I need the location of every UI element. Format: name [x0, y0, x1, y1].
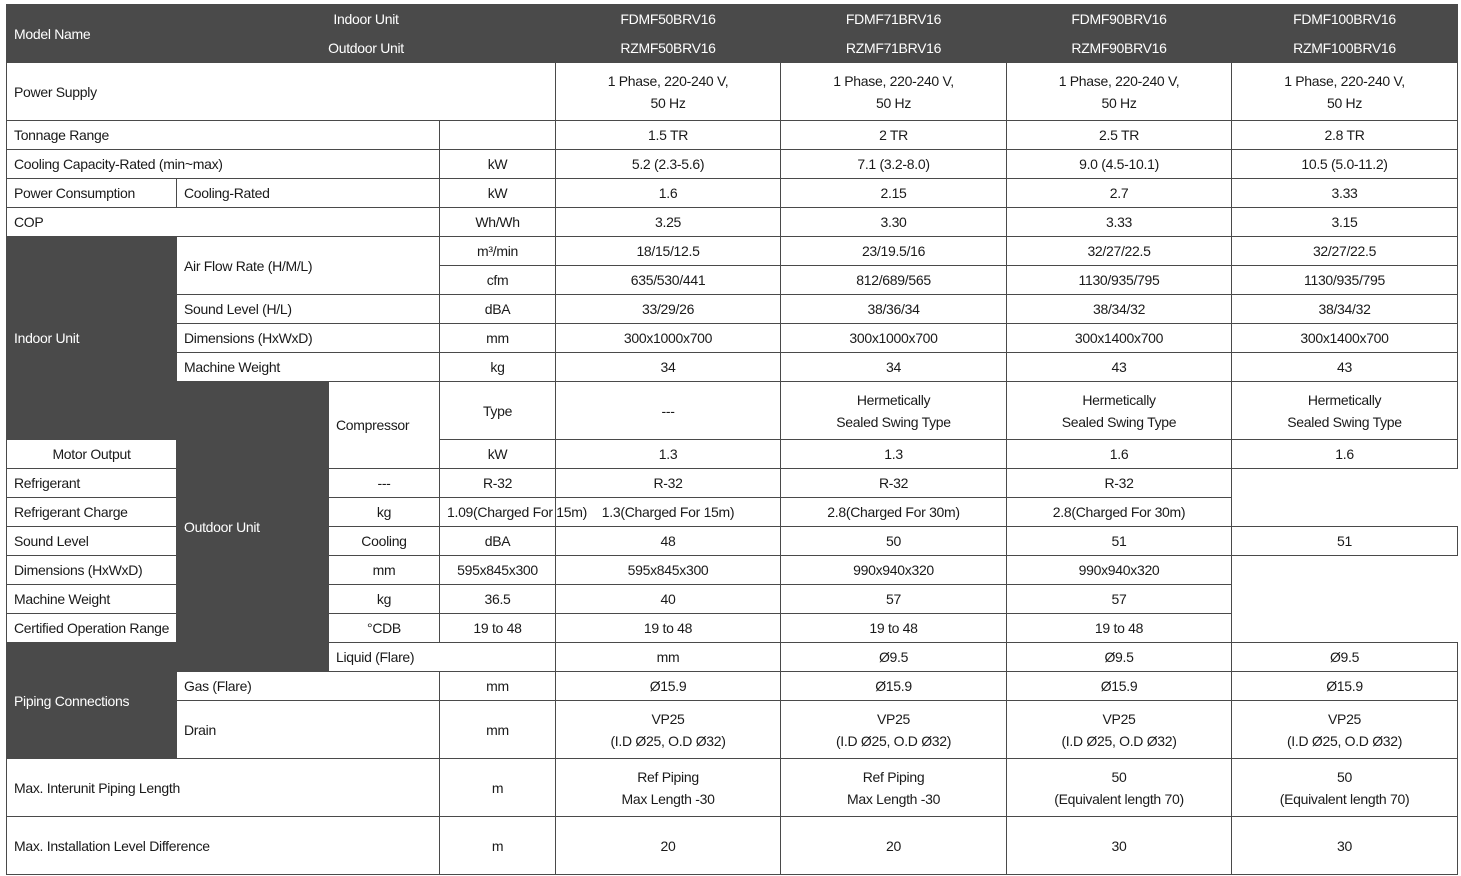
power-consumption-sub: Cooling-Rated: [177, 179, 440, 208]
operation-range-value: 19 to 48: [440, 614, 556, 643]
tonnage-value: 2 TR: [781, 121, 1007, 150]
indoor-model: FDMF50BRV16: [556, 5, 781, 34]
gas-value: Ø15.9: [1007, 672, 1232, 701]
cop-unit: Wh/Wh: [440, 208, 556, 237]
indoor-weight-value: 43: [1007, 353, 1232, 382]
refrigerant-charge-unit: kg: [329, 498, 440, 527]
max-level-unit: m: [440, 817, 556, 875]
max-level-value: 30: [1007, 817, 1232, 875]
outdoor-dimensions-value: 595x845x300: [440, 556, 556, 585]
row-tonnage: [7, 121, 1458, 150]
indoor-weight-label: Machine Weight: [177, 353, 440, 382]
indoor-weight-value: 34: [781, 353, 1007, 382]
max-interunit-value: 50 (Equivalent length 70): [1232, 759, 1458, 817]
liquid-unit: mm: [556, 643, 781, 672]
outdoor-dimensions-value: 990x940x320: [781, 556, 1007, 585]
outdoor-model: RZMF71BRV16: [781, 34, 1007, 63]
tonnage-value: 1.5 TR: [556, 121, 781, 150]
air-flow-cfm-value: 812/689/565: [781, 266, 1007, 295]
outdoor-model: RZMF50BRV16: [556, 34, 781, 63]
indoor-model: FDMF100BRV16: [1232, 5, 1458, 34]
refrigerant-unit: ---: [329, 469, 440, 498]
air-flow-label: Air Flow Rate (H/M/L): [177, 237, 440, 295]
outdoor-weight-value: 57: [781, 585, 1007, 614]
max-level-value: 30: [1232, 817, 1458, 875]
outdoor-dimensions-value: 595x845x300: [556, 556, 781, 585]
outdoor-sound-label: Sound Level: [7, 527, 177, 556]
row-refrigerant: [7, 469, 1458, 498]
model-name-label: Model Name: [7, 5, 177, 63]
row-indoor-sound: [7, 295, 1458, 324]
indoor-sound-value: 33/29/26: [556, 295, 781, 324]
drain-value: VP25 (I.D Ø25, O.D Ø32): [556, 701, 781, 759]
row-max-level: [7, 817, 1458, 875]
gas-value: Ø15.9: [781, 672, 1007, 701]
outdoor-dimensions-unit: mm: [329, 556, 440, 585]
motor-output-value: 1.6: [1232, 440, 1458, 469]
row-cop: [7, 208, 1458, 237]
header-row-outdoor: [7, 34, 1458, 63]
outdoor-weight-value: 40: [556, 585, 781, 614]
liquid-value: Ø9.5: [781, 643, 1007, 672]
air-flow-cfm-value: 1130/935/795: [1232, 266, 1458, 295]
motor-output-label: Motor Output: [7, 440, 177, 469]
cooling-capacity-label: Cooling Capacity-Rated (min~max): [7, 150, 440, 179]
operation-range-label: Certified Operation Range: [7, 614, 329, 643]
refrigerant-label: Refrigerant: [7, 469, 329, 498]
outdoor-sound-value: 51: [1232, 527, 1458, 556]
liquid-label: Liquid (Flare): [329, 643, 556, 672]
tonnage-unit: [440, 121, 556, 150]
max-level-value: 20: [781, 817, 1007, 875]
refrigerant-value: R-32: [781, 469, 1007, 498]
row-outdoor-dimensions: [7, 556, 1458, 585]
power-consumption-unit: kW: [440, 179, 556, 208]
max-interunit-value: Ref Piping Max Length -30: [556, 759, 781, 817]
indoor-sound-value: 38/34/32: [1232, 295, 1458, 324]
outdoor-dimensions-value: 990x940x320: [1007, 556, 1232, 585]
indoor-sound-value: 38/36/34: [781, 295, 1007, 324]
outdoor-sound-unit: dBA: [440, 527, 556, 556]
indoor-sound-unit: dBA: [440, 295, 556, 324]
power-consumption-value: 2.7: [1007, 179, 1232, 208]
power-consumption-label: Power Consumption: [7, 179, 177, 208]
air-flow-unit-cfm: cfm: [440, 266, 556, 295]
outdoor-sound-sub: Cooling: [329, 527, 440, 556]
row-piping-gas: [7, 672, 1458, 701]
cooling-capacity-value: 7.1 (3.2-8.0): [781, 150, 1007, 179]
gas-unit: mm: [440, 672, 556, 701]
cop-value: 3.25: [556, 208, 781, 237]
max-interunit-value: 50 (Equivalent length 70): [1007, 759, 1232, 817]
air-flow-value: 32/27/22.5: [1007, 237, 1232, 266]
spec-table: [6, 4, 1458, 875]
outdoor-weight-value: 36.5: [440, 585, 556, 614]
indoor-dimensions-unit: mm: [440, 324, 556, 353]
gas-value: Ø15.9: [1232, 672, 1458, 701]
tonnage-value: 2.5 TR: [1007, 121, 1232, 150]
max-level-value: 20: [556, 817, 781, 875]
outdoor-weight-value: 57: [1007, 585, 1232, 614]
refrigerant-charge-value: 2.8(Charged For 30m): [781, 498, 1007, 527]
air-flow-cfm-value: 1130/935/795: [1007, 266, 1232, 295]
outdoor-dimensions-label: Dimensions (HxWxD): [7, 556, 329, 585]
indoor-model: FDMF90BRV16: [1007, 5, 1232, 34]
indoor-dimensions-value: 300x1400x700: [1007, 324, 1232, 353]
refrigerant-value: R-32: [556, 469, 781, 498]
motor-output-unit: kW: [440, 440, 556, 469]
indoor-dimensions-label: Dimensions (HxWxD): [177, 324, 440, 353]
liquid-value: Ø9.5: [1007, 643, 1232, 672]
indoor-unit-group-label: Indoor Unit: [7, 237, 177, 440]
refrigerant-charge-value: 2.8(Charged For 30m): [1007, 498, 1232, 527]
tonnage-value: 2.8 TR: [1232, 121, 1458, 150]
max-interunit-label: Max. Interunit Piping Length: [7, 759, 440, 817]
indoor-unit-header: Indoor Unit: [177, 5, 556, 34]
max-level-label: Max. Installation Level Difference: [7, 817, 440, 875]
row-air-flow-m3: [7, 237, 1458, 266]
outdoor-weight-label: Machine Weight: [7, 585, 329, 614]
cooling-capacity-value: 10.5 (5.0-11.2): [1232, 150, 1458, 179]
power-supply-value: 1 Phase, 220-240 V, 50 Hz: [1232, 63, 1458, 121]
tonnage-label: Tonnage Range: [7, 121, 440, 150]
outdoor-unit-header: Outdoor Unit: [177, 34, 556, 63]
outdoor-model: RZMF90BRV16: [1007, 34, 1232, 63]
cop-value: 3.30: [781, 208, 1007, 237]
air-flow-unit-m3: m³/min: [440, 237, 556, 266]
cop-value: 3.15: [1232, 208, 1458, 237]
row-operation-range: [7, 614, 1458, 643]
max-interunit-unit: m: [440, 759, 556, 817]
outdoor-sound-value: 48: [556, 527, 781, 556]
refrigerant-value: R-32: [1007, 469, 1232, 498]
power-supply-label: Power Supply: [7, 63, 556, 121]
drain-value: VP25 (I.D Ø25, O.D Ø32): [1007, 701, 1232, 759]
liquid-value: Ø9.5: [1232, 643, 1458, 672]
max-interunit-value: Ref Piping Max Length -30: [781, 759, 1007, 817]
cop-label: COP: [7, 208, 440, 237]
outdoor-sound-value: 51: [1007, 527, 1232, 556]
motor-output-value: 1.6: [1007, 440, 1232, 469]
row-power-supply: [7, 63, 1458, 121]
outdoor-weight-unit: kg: [329, 585, 440, 614]
indoor-model: FDMF71BRV16: [781, 5, 1007, 34]
motor-output-value: 1.3: [556, 440, 781, 469]
header-row-indoor: [7, 5, 1458, 34]
compressor-type-value: Hermetically Sealed Swing Type: [781, 382, 1007, 440]
air-flow-value: 18/15/12.5: [556, 237, 781, 266]
indoor-sound-value: 38/34/32: [1007, 295, 1232, 324]
cooling-capacity-value: 9.0 (4.5-10.1): [1007, 150, 1232, 179]
power-supply-value: 1 Phase, 220-240 V, 50 Hz: [1007, 63, 1232, 121]
refrigerant-value: R-32: [440, 469, 556, 498]
cooling-capacity-unit: kW: [440, 150, 556, 179]
row-compressor-type: [7, 382, 1458, 440]
gas-value: Ø15.9: [556, 672, 781, 701]
row-piping-drain: [7, 701, 1458, 759]
outdoor-unit-group-label: Outdoor Unit: [177, 382, 329, 672]
indoor-sound-label: Sound Level (H/L): [177, 295, 440, 324]
compressor-type-unit: ---: [556, 382, 781, 440]
row-power-consumption: [7, 179, 1458, 208]
motor-output-value: 1.3: [781, 440, 1007, 469]
power-consumption-value: 1.6: [556, 179, 781, 208]
indoor-dimensions-value: 300x1400x700: [1232, 324, 1458, 353]
air-flow-value: 23/19.5/16: [781, 237, 1007, 266]
power-consumption-value: 2.15: [781, 179, 1007, 208]
power-supply-value: 1 Phase, 220-240 V, 50 Hz: [556, 63, 781, 121]
row-indoor-dimensions: [7, 324, 1458, 353]
air-flow-cfm-value: 635/530/441: [556, 266, 781, 295]
outdoor-model: RZMF100BRV16: [1232, 34, 1458, 63]
row-indoor-weight: [7, 353, 1458, 382]
indoor-dimensions-value: 300x1000x700: [556, 324, 781, 353]
drain-value: VP25 (I.D Ø25, O.D Ø32): [781, 701, 1007, 759]
cop-value: 3.33: [1007, 208, 1232, 237]
drain-label: Drain: [177, 701, 440, 759]
compressor-type-value: Hermetically Sealed Swing Type: [1007, 382, 1232, 440]
power-consumption-value: 3.33: [1232, 179, 1458, 208]
power-supply-value: 1 Phase, 220-240 V, 50 Hz: [781, 63, 1007, 121]
compressor-type-value: Hermetically Sealed Swing Type: [1232, 382, 1458, 440]
piping-group-label: Piping Connections: [7, 643, 177, 759]
refrigerant-charge-label: Refrigerant Charge: [7, 498, 329, 527]
drain-value: VP25 (I.D Ø25, O.D Ø32): [1232, 701, 1458, 759]
row-max-interunit: [7, 759, 1458, 817]
compressor-label: Compressor: [329, 382, 440, 469]
operation-range-value: 19 to 48: [781, 614, 1007, 643]
gas-label: Gas (Flare): [177, 672, 440, 701]
row-outdoor-weight: [7, 585, 1458, 614]
indoor-weight-unit: kg: [440, 353, 556, 382]
indoor-weight-value: 34: [556, 353, 781, 382]
indoor-weight-value: 43: [1232, 353, 1458, 382]
refrigerant-charge-value: 1.3(Charged For 15m): [556, 498, 781, 527]
air-flow-value: 32/27/22.5: [1232, 237, 1458, 266]
refrigerant-charge-value: 1.09(Charged For 15m): [440, 498, 556, 527]
drain-unit: mm: [440, 701, 556, 759]
indoor-dimensions-value: 300x1000x700: [781, 324, 1007, 353]
operation-range-value: 19 to 48: [556, 614, 781, 643]
operation-range-value: 19 to 48: [1007, 614, 1232, 643]
outdoor-sound-value: 50: [781, 527, 1007, 556]
operation-range-unit: °CDB: [329, 614, 440, 643]
cooling-capacity-value: 5.2 (2.3-5.6): [556, 150, 781, 179]
row-cooling-capacity: [7, 150, 1458, 179]
compressor-type-label: Type: [440, 382, 556, 440]
